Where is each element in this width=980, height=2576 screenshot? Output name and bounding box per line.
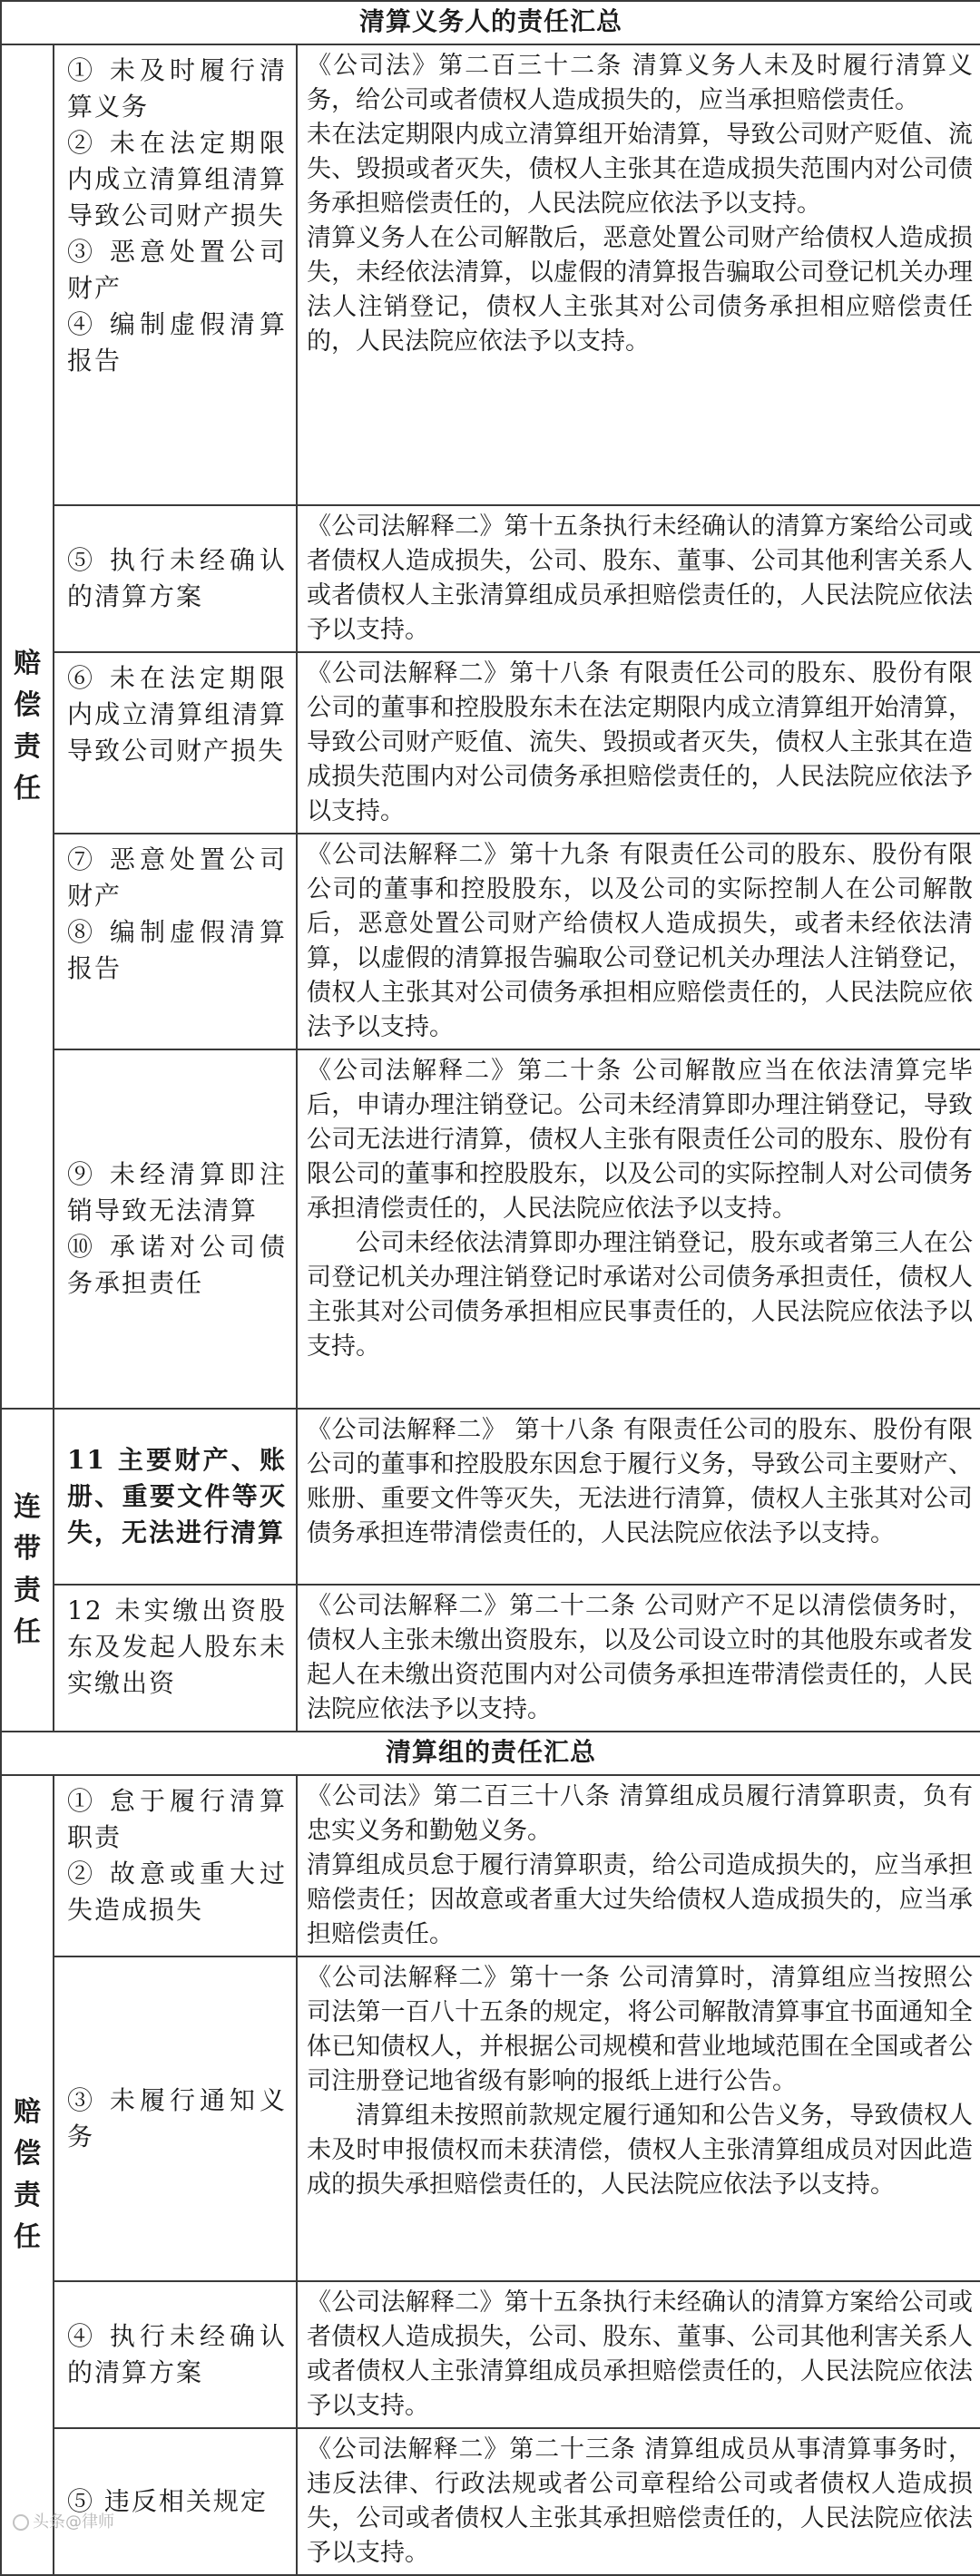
category-char: 责 [14,1575,41,1606]
law-text: 《公司法解释二》第十八条 有限责任公司的股东、股份有限公司的董事和控股股东未在法定期限内成立清算组开始清算，导致公司财产贬值、流失、毁损或者灭失，债权人主张其在造成损失范围内对公司债务承担赔偿责任的，人民法院应依法予以支持。 [307,659,974,825]
item-text: ② 未在法定期限内成立清算组清算导致公司财产损失 [67,128,287,230]
law-text: 《公司法解释二》第二十二条 公司财产不足以清偿债务时，债权人主张未缴出资股东，以及公司设立时的其他股东或者发起人在未缴出资范围内对公司债务承担连带清偿责任的，人民法院应依法予以支持。 [307,1592,974,1723]
table-row [1,2428,980,2575]
item-text: ⑧ 编制虚假清算报告 [67,917,287,983]
table-row [1,2281,980,2428]
watermark-logo-icon [13,2514,29,2531]
item-cell [54,505,297,652]
item-text: ⑤ 执行未经确认的清算方案 [67,545,287,611]
category-char: 任 [14,2221,41,2253]
section-title-row [1,1,980,44]
item-cell [54,2281,297,2428]
law-text: 《公司法解释二》第十五条执行未经确认的清算方案给公司或者债权人造成损失，公司、股东、董事、公司其他利害关系人或者债权人主张清算组成员承担赔偿责任的，人民法院应依法予以支持。 [307,512,974,644]
category-cell [1,1775,54,2575]
law-cell [297,1956,980,2281]
item-text: ⑥ 未在法定期限内成立清算组清算导致公司财产损失 [67,663,287,766]
item-cell [54,834,297,1049]
law-cell [297,1585,980,1732]
table-row [1,1956,980,2281]
law-cell [297,2281,980,2428]
item-cell [54,1775,297,1956]
law-cell [297,1409,980,1585]
category-char: 责 [14,731,41,763]
category-cell [1,1409,54,1732]
item-text: ① 未及时履行清算义务 [67,55,287,122]
item-text: ④ 执行未经确认的清算方案 [67,2321,287,2387]
table-row [1,1409,980,1585]
table-row [1,652,980,834]
table-row [1,505,980,652]
table-row [1,834,980,1049]
item-text: ④ 编制虚假清算报告 [67,309,287,376]
item-text: ⑨ 未经清算即注销导致无法清算 [67,1159,287,1225]
law-text: 《公司法》第二百三十二条 清算义务人未及时履行清算义务，给公司或者债权人造成损失的，应当承担赔偿责任。 [307,52,974,114]
category-char: 带 [14,1533,41,1565]
law-text: 清算义务人在公司解散后，恶意处置公司财产给债权人造成损失，未经依法清算，以虚假的清算报告骗取公司登记机关办理法人注销登记，债权人主张其对公司债务承担相应赔偿责任的，人民法院应依法予以支持。 [307,224,974,356]
law-text: 《公司法解释二》第十五条执行未经确认的清算方案给公司或者债权人造成损失，公司、股东、董事、公司其他利害关系人或者债权人主张清算组成员承担赔偿责任的，人民法院应依法予以支持。 [307,2288,974,2420]
item-cell [54,1956,297,2281]
item-text: ③ 未履行通知义务 [67,2085,287,2152]
law-cell [297,1775,980,1956]
law-cell [297,1049,980,1409]
category-char: 赔 [14,648,41,679]
item-text: ⑤ 违反相关规定 [67,2486,268,2516]
item-cell [54,2428,297,2575]
item-text: ② 故意或重大过失造成损失 [67,1859,287,1925]
item-text: 11 主要财产、账册、重要文件等灭失，无法进行清算 [67,1445,287,1547]
category-cell [1,44,54,1409]
item-cell [54,44,297,505]
section-title: 清算组的责任汇总 [1,1732,980,1775]
law-cell [297,2428,980,2575]
item-text: 12 未实缴出资股东及发起人股东未实缴出资 [67,1595,287,1698]
item-text: ⑩ 承诺对公司债务承担责任 [67,1232,287,1298]
item-cell [54,1585,297,1732]
law-cell [297,505,980,652]
law-text: 《公司法解释二》 第十八条 有限责任公司的股东、股份有限公司的董事和控股股东因怠于履行义务，导致公司主要财产、账册、重要文件等灭失，无法进行清算，债权人主张其对公司债务承担连带清偿责任的，人民法院应依法予以支持。 [307,1416,974,1547]
table-row [1,1775,980,1956]
category-char: 连 [14,1491,41,1523]
law-text: 《公司法解释二》第二十条 公司解散应当在依法清算完毕后，申请办理注销登记。公司未经清算即办理注销登记，导致公司无法进行清算，债权人主张有限责任公司的股东、股份有限公司的董事和控股股东，以及公司的实际控制人对公司债务承担清偿责任的，人民法院应依法予以支持。 [307,1057,974,1223]
law-text: 未在法定期限内成立清算组开始清算，导致公司财产贬值、流失、毁损或者灭失，债权人主张其在造成损失范围内对公司债务承担赔偿责任的，人民法院应依法予以支持。 [307,121,974,218]
category-char: 任 [14,1616,41,1648]
law-text: 清算组成员怠于履行清算职责，给公司造成损失的，应当承担赔偿责任；因故意或者重大过失给债权人造成损失的，应当承担赔偿责任。 [307,1851,974,1948]
item-text: ⑦ 恶意处置公司财产 [67,844,287,911]
law-text: 清算组未按照前款规定履行通知和公告义务，导致债权人未及时申报债权而未获清偿，债权人主张清算组成员对因此造成的损失承担赔偿责任的，人民法院应依法予以支持。 [307,2102,974,2199]
item-cell [54,652,297,834]
category-char: 偿 [14,2138,41,2170]
law-text: 公司未经依法清算即办理注销登记，股东或者第三人在公司登记机关办理注销登记时承诺对公司债务承担责任，债权人主张其对公司债务承担相应民事责任的，人民法院应依法予以支持。 [307,1229,974,1361]
section-title: 清算义务人的责任汇总 [1,1,980,44]
law-text: 《公司法解释二》第十九条 有限责任公司的股东、股份有限公司的董事和控股股东，以及公司的实际控制人在公司解散后，恶意处置公司财产给债权人造成损失，或者未经依法清算，以虚假的清算报告骗取公司登记机关办理法人注销登记，债权人主张其对公司债务承担相应赔偿责任的，人民法院应依法予以支持。 [307,841,974,1041]
table-row [1,1049,980,1409]
table-row [1,1585,980,1732]
law-text: 《公司法解释二》第十一条 公司清算时，清算组应当按照公司法第一百八十五条的规定，将公司解散清算事宜书面通知全体已知债权人，并根据公司规模和营业地域范围在全国或者公司注册登记地省级有影响的报纸上进行公告。 [307,1964,974,2095]
category-char: 赔 [14,2096,41,2128]
category-char: 任 [14,773,41,805]
item-text: ① 怠于履行清算职责 [67,1786,287,1852]
law-cell [297,652,980,834]
table-row [1,44,980,505]
item-cell [54,1409,297,1585]
item-text: ③ 恶意处置公司财产 [67,237,287,303]
law-text: 《公司法》第二百三十八条 清算组成员履行清算职责，负有忠实义务和勤勉义务。 [307,1782,974,1845]
item-cell [54,1049,297,1409]
law-text: 《公司法解释二》第二十三条 清算组成员从事清算事务时，违反法律、行政法规或者公司章程给公司或者债权人造成损失，公司或者债权人主张其承担赔偿责任的，人民法院应依法予以支持。 [307,2435,974,2567]
watermark-text: 头条@律师 [33,2513,114,2532]
category-char: 偿 [14,689,41,721]
watermark [13,2509,114,2532]
law-cell [297,834,980,1049]
law-cell [297,44,980,505]
category-char: 责 [14,2180,41,2211]
section-title-row [1,1732,980,1775]
